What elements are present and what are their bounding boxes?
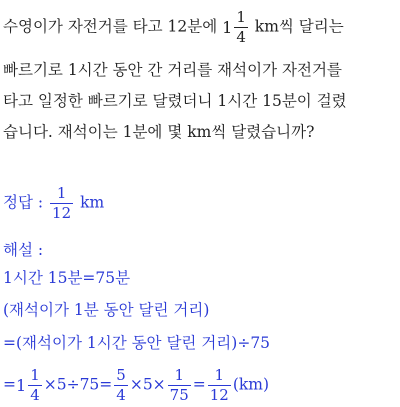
calc-unit: (km) [232, 375, 270, 394]
solution-calculation [3, 368, 269, 403]
answer-unit: km [80, 193, 105, 212]
problem-line-2: 빠르기로 1시간 동안 간 거리를 재석이가 자전거를 [3, 61, 342, 79]
problem-text: km씩 달리는 [254, 17, 344, 36]
equals-sign: = [192, 375, 206, 394]
solution-step-2: (재석이가 1분 동안 달린 거리) [3, 301, 210, 319]
answer-label: 정답 : [3, 193, 44, 212]
fraction-denominator: 4 [116, 386, 126, 404]
fraction [168, 368, 191, 403]
fraction-numerator: 1 [236, 8, 246, 26]
fraction-denominator: 4 [30, 386, 40, 404]
mixed-whole: 1 [222, 17, 233, 37]
fraction [28, 368, 42, 403]
fraction-denominator: 12 [209, 386, 229, 404]
fraction-numerator: 1 [208, 368, 231, 386]
fraction-denominator: 4 [236, 28, 246, 46]
equals-sign: = [3, 375, 16, 394]
problem-line-4: 습니다. 재석이는 1분에 몇 km씩 달렸습니까? [3, 123, 315, 141]
solution-label: 해설 : [3, 241, 44, 259]
fraction [114, 368, 128, 403]
fraction [234, 10, 248, 45]
fraction-denominator: 12 [52, 204, 72, 222]
fraction-numerator: 5 [116, 366, 126, 384]
solution-step-1: 1시간 15분=75분 [3, 269, 131, 287]
problem-text: 수영이가 자전거를 타고 12분에 [3, 17, 218, 36]
problem-line-3: 타고 일정한 빠르기로 달렸더니 1시간 15분이 걸렸 [3, 92, 347, 110]
fraction [208, 368, 231, 403]
calc-text: ×5× [129, 375, 166, 394]
mixed-whole: 1 [16, 375, 27, 395]
fraction-numerator: 1 [30, 366, 40, 384]
answer-line [3, 186, 104, 221]
answer-fraction [50, 186, 73, 221]
solution-step-3: =(재석이가 1시간 동안 달린 거리)÷75 [3, 334, 271, 352]
fraction-numerator: 1 [50, 186, 73, 204]
mixed-fraction [222, 8, 255, 46]
fraction-numerator: 1 [168, 368, 191, 386]
problem-line-1 [3, 10, 344, 45]
calc-text: ×5÷75= [43, 375, 113, 394]
fraction-denominator: 75 [169, 386, 189, 404]
mixed-fraction [16, 366, 44, 404]
